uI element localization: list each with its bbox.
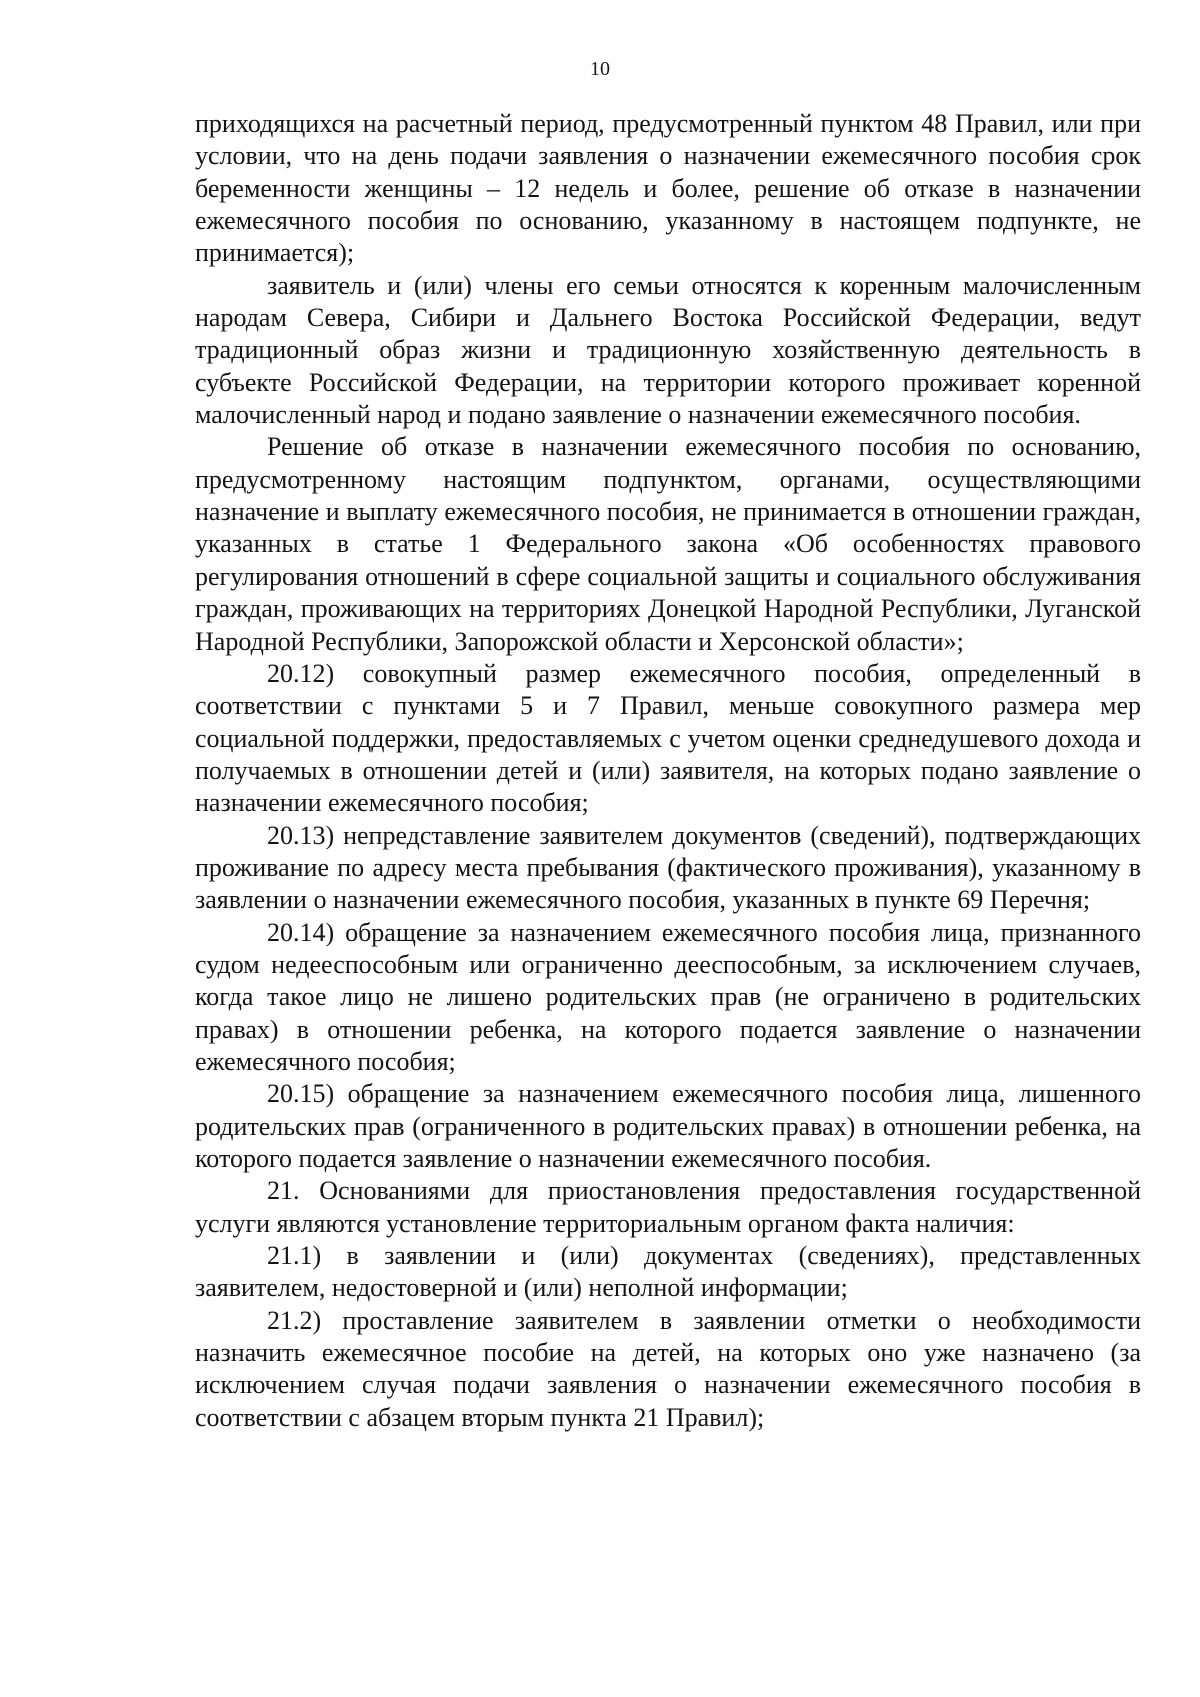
paragraph-21-2: 21.2) проставление заявителем в заявлении отметки о необходимости назначить ежемесячное пособие на детей, на которых оно уже назначено (за исключением случая подачи заявления о назначении ежемесячного пособия в соответствии с абзацем вторым пункта 21 Правил); bbox=[195, 1305, 1141, 1432]
paragraph-20-15: 20.15) обращение за назначением ежемесячного пособия лица, лишенного родительских прав (ограниченного в родительских правах) в отношении ребенка, на которого подается заявление о назначении ежемесячного пособия. bbox=[195, 1079, 1141, 1173]
paragraph-indigenous-peoples: заявитель и (или) члены его семьи относятся к коренным малочисленным народам Севера, Сибири и Дальнего Востока Российской Федерации, ведут традиционный образ жизни и традиционную хозяйственную деятельность в субъекте Российской Федерации, на территории которого проживает коренной малочисленный народ и подано заявление о назначении ежемесячного пособия. bbox=[195, 270, 1141, 430]
paragraph-21-1: 21.1) в заявлении и (или) документах (сведениях), представленных заявителем, недостоверной и (или) неполной информации; bbox=[195, 1241, 1141, 1303]
paragraph-20-13: 20.13) непредставление заявителем документов (сведений), подтверждающих проживание по адресу места пребывания (фактического проживания), указанному в заявлении о назначении ежемесячного пособия, указанных в пункте 69 Перечня; bbox=[195, 820, 1141, 915]
paragraph-continuation: приходящихся на расчетный период, предусмотренный пунктом 48 Правил, или при условии, что на день подачи заявления о назначении ежемесячного пособия срок беременности женщины – 12 недель и более, решение об отказе в назначении ежемесячного пособия по основанию, указанному в настоящем подпункте, не принимается); bbox=[195, 109, 1141, 268]
paragraph-20-12: 20.12) совокупный размер ежемесячного пособия, определенный в соответствии с пунктами 5 и 7 Правил, меньше совокупного размера мер социальной поддержки, предоставляемых с учетом оценки среднедушевого дохода и получаемых в отношении детей и (или) заявителя, на которых подано заявление о назначении ежемесячного пособия; bbox=[195, 658, 1141, 818]
paragraph-20-14: 20.14) обращение за назначением ежемесячного пособия лица, признанного судом недееспособным или ограниченно дееспособным, за исключением случаев, когда такое лицо не лишено родительских прав (не ограничено в родительских правах) в отношении ребенка, на которого подается заявление о назначении ежемесячного пособия; bbox=[195, 917, 1141, 1076]
paragraph-refusal-exception: Решение об отказе в назначении ежемесячного пособия по основанию, предусмотренному настоящим подпунктом, органами, осуществляющими назначение и выплату ежемесячного пособия, не принимается в отношении граждан, указанных в статье 1 Федерального закона «Об особенностях правового регулирования отношений в сфере социальной защиты и социального обслуживания граждан, проживающих на территориях Донецкой Народной Республики, Луганской Народной Республики, Запорожской области и Херсонской области»; bbox=[195, 432, 1141, 656]
document-body bbox=[195, 108, 1141, 1434]
paragraph-21: 21. Основаниями для приостановления предоставления государственной услуги являются установление территориальным органом факта наличия: bbox=[195, 1176, 1141, 1238]
page-number: 10 bbox=[590, 58, 610, 80]
